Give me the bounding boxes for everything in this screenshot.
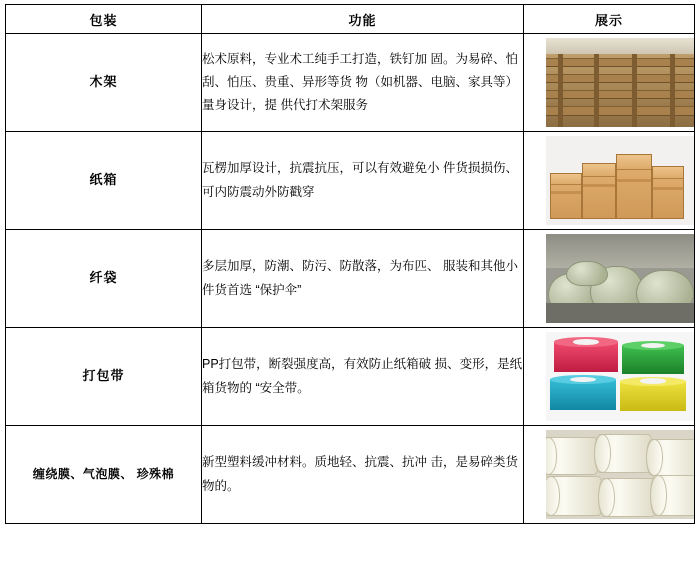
cell-demo-stretch-film <box>524 426 695 524</box>
table-row <box>6 132 695 230</box>
cell-demo-strapping <box>524 328 695 426</box>
woven-bags-image <box>546 234 694 323</box>
cell-category-stretch-film: 缠绕膜、气泡膜、 珍殊棉 <box>6 426 202 524</box>
cell-function-woven-bag: 多层加厚，防潮、防污、防散落，为布匹、 服装和其他小件货首选 “保护伞” <box>202 230 524 328</box>
cell-category-wood-frame: 木架 <box>6 34 202 132</box>
packaging-table <box>5 4 695 524</box>
table-row <box>6 230 695 328</box>
demo-box <box>524 230 695 327</box>
demo-box <box>524 426 695 523</box>
column-header-demo: 展示 <box>524 5 695 34</box>
cell-category-carton: 纸箱 <box>6 132 202 230</box>
wooden-crates-image <box>546 38 694 127</box>
carton-boxes-image <box>546 136 694 225</box>
cell-demo-carton <box>524 132 695 230</box>
column-header-function: 功能 <box>202 5 524 34</box>
table-body <box>6 34 695 524</box>
cell-category-strapping: 打包带 <box>6 328 202 426</box>
demo-box <box>524 34 695 131</box>
document-page <box>0 4 699 574</box>
strapping-rolls-photo <box>546 332 694 421</box>
table-row <box>6 426 695 524</box>
cell-function-wood-frame: 松术原料，专业术工纯手工打造，铁钉加 固。为易碎、怕刮、怕压、贵重、异形等货 物（如机器、电脑、家具等）量身设计，提 供代打术架服务 <box>202 34 524 132</box>
cell-function-strapping: PP打包带，断裂强度高，有效防止纸箱破 损、变形，是纸箱货物的 “安全带。 <box>202 328 524 426</box>
demo-box <box>524 328 695 425</box>
carton-boxes-photo <box>546 136 694 225</box>
stretch-film-image <box>546 430 694 519</box>
demo-box <box>524 132 695 229</box>
cell-function-stretch-film: 新型塑料缓冲材料。质地轻、抗震、抗冲 击，是易碎类货物的。 <box>202 426 524 524</box>
table-header-row <box>6 5 695 34</box>
strapping-rolls-image <box>546 332 694 421</box>
woven-bags-photo <box>546 234 694 323</box>
cell-category-woven-bag: 纤袋 <box>6 230 202 328</box>
stretch-film-rolls-photo <box>546 430 694 519</box>
cell-function-carton: 瓦楞加厚设计，抗震抗压，可以有效避免小 件货损损伤、可内防震动外防戳穿 <box>202 132 524 230</box>
column-header-packaging: 包装 <box>6 5 202 34</box>
cell-demo-woven-bag <box>524 230 695 328</box>
cell-demo-wood-frame <box>524 34 695 132</box>
table-header <box>6 5 695 34</box>
wooden-crates-photo <box>546 38 694 127</box>
table-row <box>6 34 695 132</box>
table-row <box>6 328 695 426</box>
